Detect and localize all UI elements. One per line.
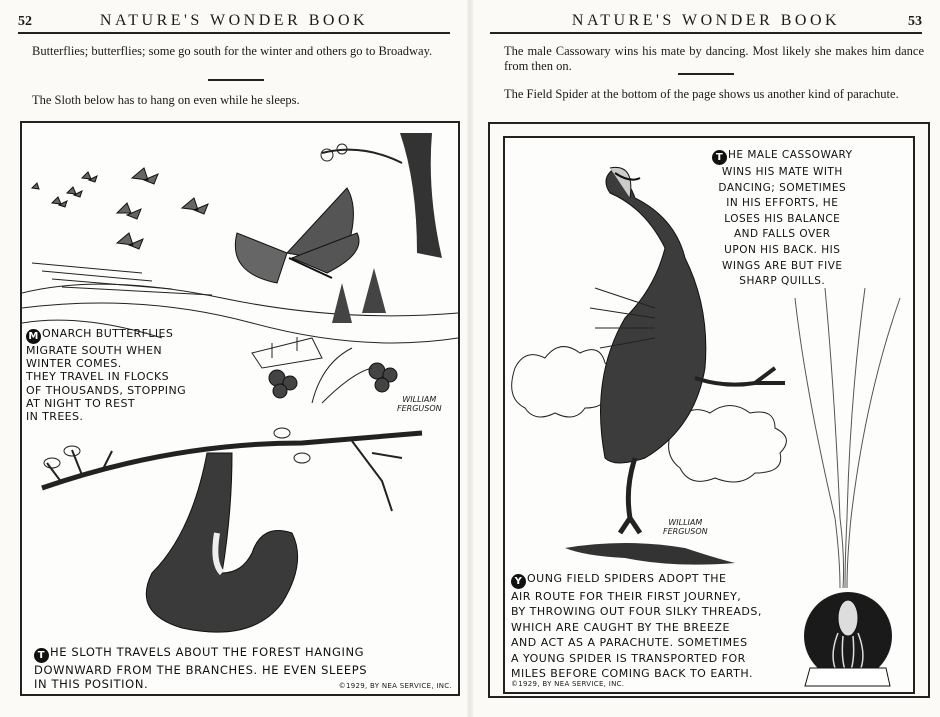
caption-line: IN TREES. (26, 410, 84, 424)
drop-cap: Y (511, 574, 526, 589)
signature-line: WILLIAM (668, 518, 703, 527)
artist-signature (397, 395, 442, 413)
sloth-caption (34, 645, 367, 691)
caption-line: OF THOUSANDS, STOPPING (26, 383, 186, 397)
caption-line: WINS HIS MATE WITH (721, 166, 843, 178)
book-title: NATURE'S WONDER BOOK (571, 12, 841, 29)
artist-signature (663, 518, 708, 536)
caption-line: THEY TRAVEL IN FLOCKS (26, 370, 169, 384)
caption-line: BY THROWING OUT FOUR SILKY THREADS, (511, 605, 762, 619)
caption-line: AND FALLS OVER (733, 228, 831, 241)
cassowary-caption (712, 148, 853, 290)
right-page (470, 0, 940, 717)
caption-line: WHICH ARE CAUGHT BY THE BREEZE (511, 620, 730, 634)
caption-line: DANCING; SOMETIMES (718, 181, 847, 194)
caption-line: A YOUNG SPIDER IS TRANSPORTED FOR (511, 651, 746, 665)
running-head (18, 10, 450, 34)
caption-line: UPON HIS BACK. HIS (724, 243, 841, 256)
signature-line: WILLIAM (402, 395, 437, 404)
intro-paragraph: The Sloth below has to hang on even while he sleeps. (32, 93, 300, 107)
caption-line: WINTER COMES. (26, 357, 122, 371)
caption-line: SHARP QUILLS. (739, 275, 826, 288)
drop-cap: T (34, 648, 49, 663)
caption-line: IN HIS EFFORTS, HE (726, 197, 839, 210)
caption-line: WINGS ARE BUT FIVE (722, 259, 843, 272)
caption-line: AIR ROUTE FOR THEIR FIRST JOURNEY, (511, 590, 742, 603)
page-number: 52 (18, 14, 32, 29)
intro-paragraph: The male Cassowary wins his mate by dancing. Most likely she makes him dance from then on. (504, 44, 924, 73)
page-number: 53 (908, 14, 922, 29)
section-divider (208, 79, 264, 81)
copyright-notice: ©1929, BY NEA SERVICE, INC. (511, 680, 625, 688)
drop-cap: M (26, 329, 41, 344)
monarch-caption (26, 327, 186, 423)
running-head (490, 10, 922, 34)
book-title: NATURE'S WONDER BOOK (99, 12, 369, 29)
caption-line: AND ACT AS A PARACHUTE. SOMETIMES (511, 636, 748, 650)
caption-line: HE SLOTH TRAVELS ABOUT THE FOREST HANGING (50, 645, 365, 659)
drop-cap: T (712, 150, 727, 165)
intro-paragraph: Butterflies; butterflies; some go south for the winter and others go to Broadway. (32, 44, 433, 58)
illustration-panel (20, 121, 460, 696)
sloth-illustration (22, 413, 458, 643)
caption-line: MILES BEFORE COMING BACK TO EARTH. (511, 667, 753, 681)
caption-line: LOSES HIS BALANCE (724, 212, 841, 225)
caption-line: IN THIS POSITION. (34, 677, 149, 691)
caption-line: MIGRATE SOUTH WHEN (26, 344, 162, 357)
illustration-panel (503, 136, 915, 694)
spider-caption (511, 571, 762, 681)
caption-line: DOWNWARD FROM THE BRANCHES. HE EVEN SLEEPS (34, 663, 368, 677)
caption-line: OUNG FIELD SPIDERS ADOPT THE (527, 572, 727, 585)
intro-paragraph: The Field Spider at the bottom of the page shows us another kind of parachute. (504, 87, 899, 101)
caption-line: AT NIGHT TO REST (26, 396, 135, 410)
caption-line: HE MALE CASSOWARY (728, 149, 853, 161)
signature-line: FERGUSON (663, 527, 708, 536)
copyright-notice: ©1929, BY NEA SERVICE, INC. (338, 682, 452, 690)
signature-line: FERGUSON (397, 404, 442, 413)
caption-line: ONARCH BUTTERFLIES (42, 327, 174, 340)
section-divider (678, 73, 734, 75)
